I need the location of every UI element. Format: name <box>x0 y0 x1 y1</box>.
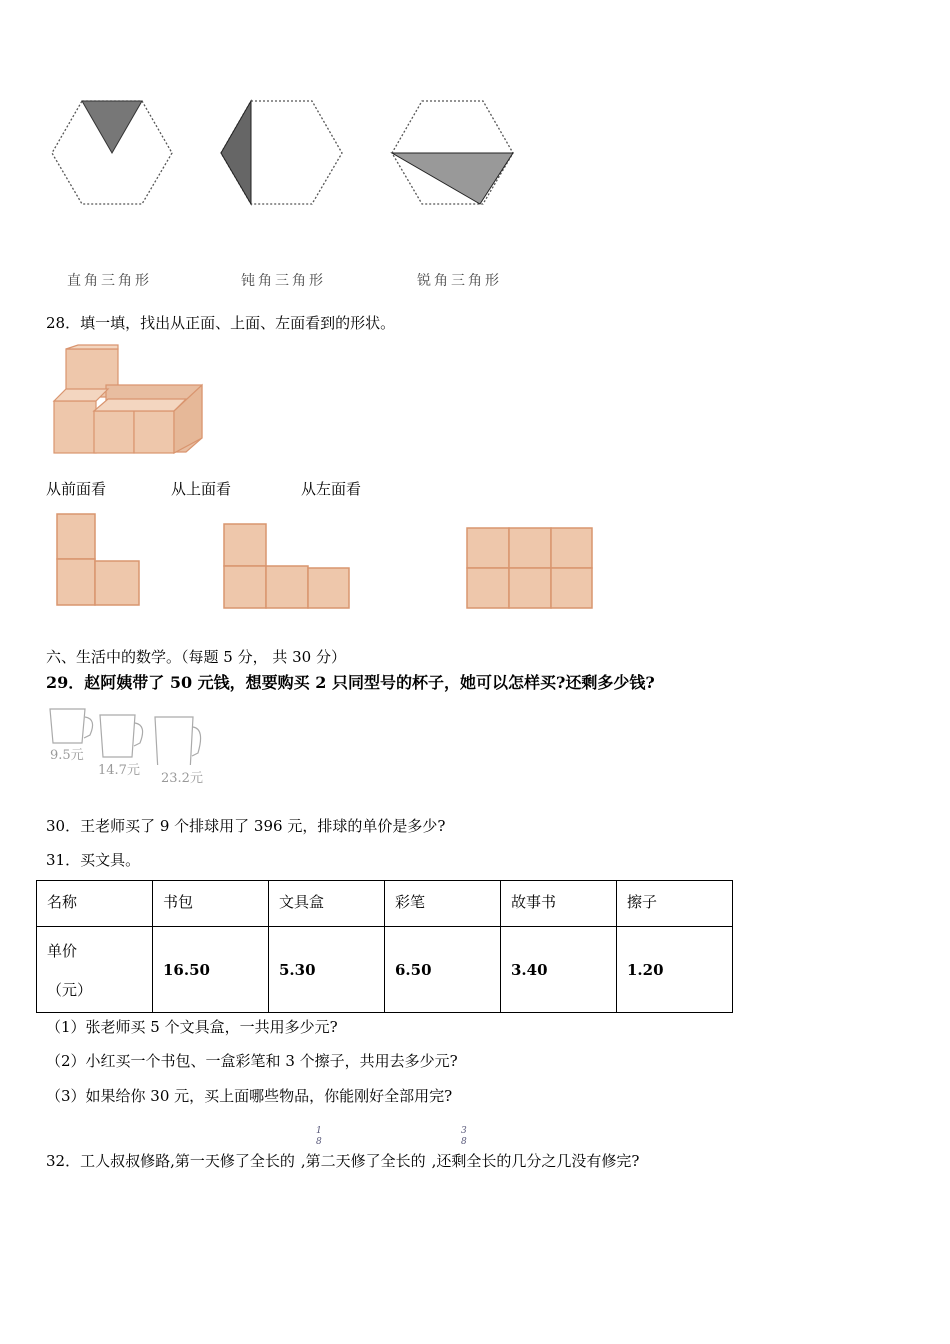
question-31-sub-2: （2）小红买一个书包、一盒彩笔和 3 个擦子，共用去多少元? <box>46 1052 458 1070</box>
fraction-numerator: 3 <box>461 1126 467 1136</box>
stationery-price-table <box>36 880 733 1013</box>
fraction-denominator: 8 <box>461 1137 467 1147</box>
question-30: 30．王老师买了 9 个排球用了 396 元，排球的单价是多少? <box>46 817 446 835</box>
fraction-1-8 <box>316 1126 322 1148</box>
fraction-denominator: 8 <box>316 1137 322 1147</box>
row-label-line1: 单价 <box>47 941 78 960</box>
question-29: 29．赵阿姨带了 50 元钱，想要购买 2 只同型号的杯子，她可以怎样买?还剩多少钱? <box>46 673 655 692</box>
top-view <box>220 520 360 620</box>
header-cell: 书包 <box>153 881 269 927</box>
caption-obtuse-triangle: 钝角三角形 <box>241 273 326 289</box>
view-label-top: 从上面看 <box>171 480 232 498</box>
header-cell: 文具盒 <box>269 881 385 927</box>
header-cell: 彩笔 <box>385 881 501 927</box>
question-32 <box>46 1150 639 1171</box>
price-cell: 3.40 <box>501 927 617 1013</box>
front-view <box>50 510 150 610</box>
left-view <box>464 524 599 614</box>
fraction-numerator: 1 <box>316 1126 322 1136</box>
row-label-line2: （元） <box>47 980 93 999</box>
row-label-cell <box>37 927 153 1013</box>
caption-acute-triangle: 锐角三角形 <box>417 273 502 289</box>
cup-price-1: 9.5元 <box>50 748 84 763</box>
header-cell: 名称 <box>37 881 153 927</box>
question-31-sub-1: （1）张老师买 5 个文具盒，一共用多少元? <box>46 1018 338 1036</box>
question-32-part2: ,第二天修了全长的 <box>300 1152 426 1170</box>
table-header-row <box>37 881 733 927</box>
cup-price-2: 14.7元 <box>98 763 140 778</box>
price-cell: 16.50 <box>153 927 269 1013</box>
fraction-3-8 <box>461 1126 467 1148</box>
price-cell: 6.50 <box>385 927 501 1013</box>
question-31: 31．买文具。 <box>46 851 141 869</box>
view-label-left: 从左面看 <box>301 480 362 498</box>
section-6-title: 六、生活中的数学。（每题 5 分， 共 30 分） <box>46 648 346 666</box>
question-28: 28．填一填，找出从正面、上面、左面看到的形状。 <box>46 314 396 332</box>
header-cell: 擦子 <box>617 881 733 927</box>
cup-price-3: 23.2元 <box>161 771 203 786</box>
question-32-part1: 32．工人叔叔修路,第一天修了全长的 <box>46 1152 295 1170</box>
question-31-sub-3: （3）如果给你 30 元，买上面哪些物品，你能刚好全部用完? <box>46 1087 453 1105</box>
header-cell: 故事书 <box>501 881 617 927</box>
price-cell: 5.30 <box>269 927 385 1013</box>
caption-right-triangle: 直角三角形 <box>67 273 152 289</box>
view-label-front: 从前面看 <box>46 480 107 498</box>
hexagon-figures <box>40 95 560 215</box>
cube-stack-figure <box>46 343 206 458</box>
table-row <box>37 927 733 1013</box>
price-cell: 1.20 <box>617 927 733 1013</box>
question-32-part3: ,还剩全长的几分之几没有修完? <box>431 1152 640 1170</box>
